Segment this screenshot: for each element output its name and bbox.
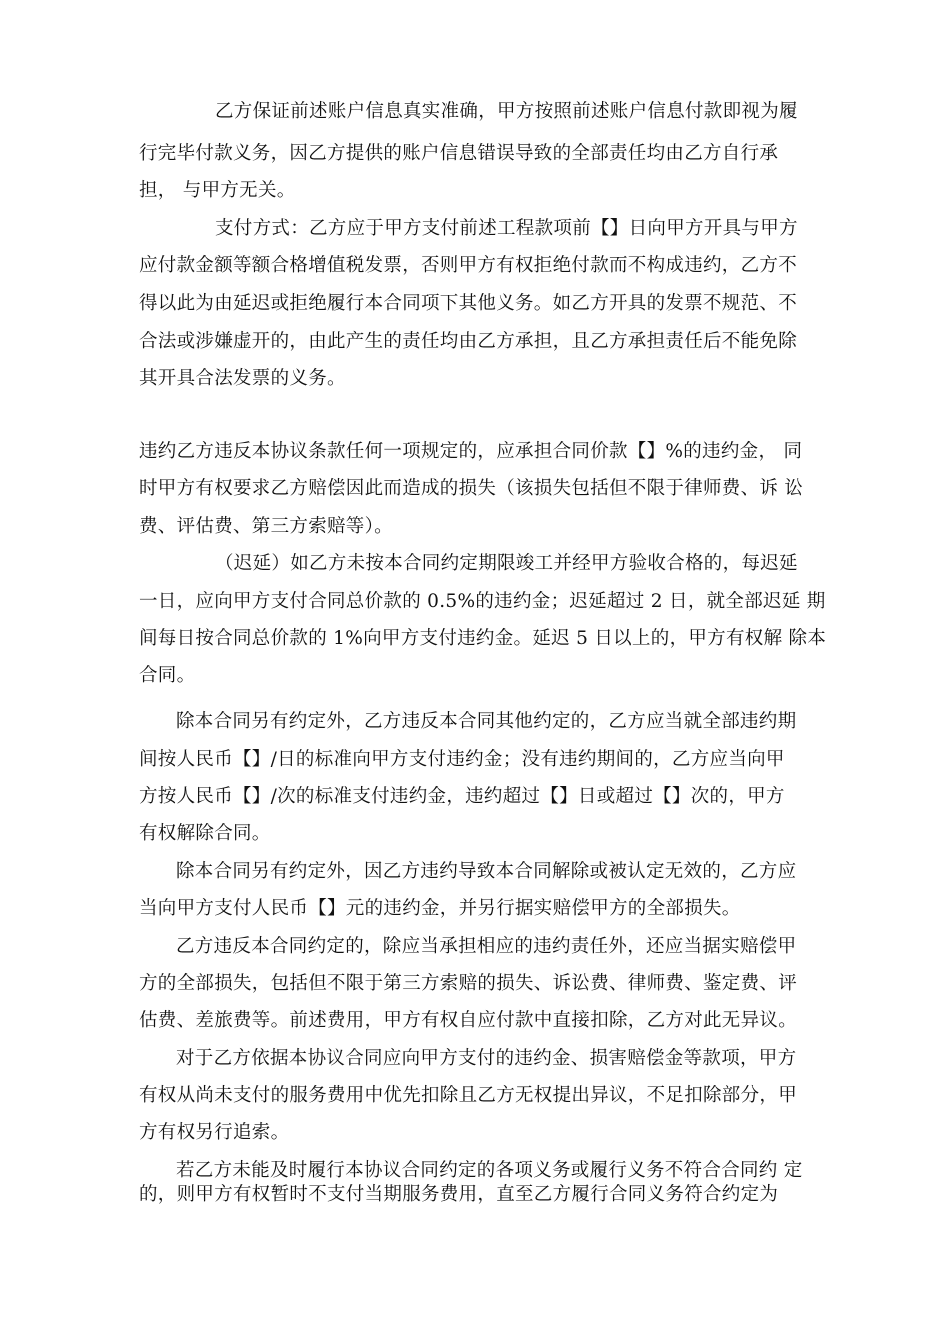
text-line: 对于乙方依据本协议合同应向甲方支付的违约金、损害赔偿金等款项，甲方 <box>176 1048 797 1069</box>
text-line: 时甲方有权要求乙方赔偿因此而造成的损失（该损失包括但不限于律师费、诉 讼 <box>139 478 804 499</box>
text-line: 若乙方未能及时履行本协议合同约定的各项义务或履行义务不符合合同约 定 <box>176 1160 803 1181</box>
text-line: 有权解除合同。 <box>139 823 271 844</box>
text-line: 应付款金额等额合格增值税发票，否则甲方有权拒绝付款而不构成违约，乙方不 <box>139 255 798 276</box>
text-line: 乙方违反本合同约定的，除应当承担相应的违约责任外，还应当据实赔偿甲 <box>176 936 797 957</box>
text-line: 方的全部损失，包括但不限于第三方索赔的损失、诉讼费、律师费、鉴定费、评 <box>139 973 798 994</box>
text-line: 有权从尚未支付的服务费用中优先扣除且乙方无权提出异议，不足扣除部分，甲 <box>139 1085 798 1106</box>
text-line: 间按人民币【】/日的标准向甲方支付违约金；没有违约期间的，乙方应当向甲 <box>139 749 785 770</box>
text-line: 其开具合法发票的义务。 <box>139 368 346 389</box>
text-line: 费、评估费、第三方索赔等）。 <box>139 516 393 537</box>
text-line: 方有权另行追索。 <box>139 1122 290 1143</box>
text-line: 违约乙方违反本协议条款任何一项规定的，应承担合同价款【】%的违约金， 同 <box>139 441 803 462</box>
text-line: 合法或涉嫌虚开的，由此产生的责任均由乙方承担，且乙方承担责任后不能免除 <box>139 331 798 352</box>
text-line: 得以此为由延迟或拒绝履行本合同项下其他义务。如乙方开具的发票不规范、不 <box>139 293 798 314</box>
text-line: 一日，应向甲方支付合同总价款的 0.5%的违约金；迟延超过 2 日，就全部迟延 期 <box>139 591 826 612</box>
text-line: 方按人民币【】/次的标准支付违约金，违约超过【】日或超过【】次的，甲方 <box>139 786 785 807</box>
text-line: 间每日按合同总价款的 1%向甲方支付违约金。延迟 5 日以上的，甲方有权解 除本 <box>139 628 827 649</box>
text-line: 担， 与甲方无关。 <box>139 180 296 201</box>
text-line: （迟延）如乙方未按本合同约定期限竣工并经甲方验收合格的，每迟延 <box>215 553 798 574</box>
text-line: 除本合同另有约定外，因乙方违约导致本合同解除或被认定无效的，乙方应 <box>176 861 797 882</box>
text-line: 除本合同另有约定外，乙方违反本合同其他约定的，乙方应当就全部违约期 <box>176 711 797 732</box>
text-line: 的，则甲方有权暂时不支付当期服务费用，直至乙方履行合同义务符合约定为 <box>139 1184 779 1205</box>
text-line: 估费、差旅费等。前述费用，甲方有权自应付款中直接扣除，乙方对此无异议。 <box>139 1010 798 1031</box>
text-line: 支付方式：乙方应于甲方支付前述工程款项前【】日向甲方开具与甲方 <box>215 218 798 239</box>
text-line: 行完毕付款义务，因乙方提供的账户信息错误导致的全部责任均由乙方自行承 <box>139 143 779 164</box>
text-line: 乙方保证前述账户信息真实准确，甲方按照前述账户信息付款即视为履 <box>215 101 798 122</box>
text-line: 合同。 <box>139 665 196 686</box>
text-line: 当向甲方支付人民币【】元的违约金，并另行据实赔偿甲方的全部损失。 <box>139 898 741 919</box>
